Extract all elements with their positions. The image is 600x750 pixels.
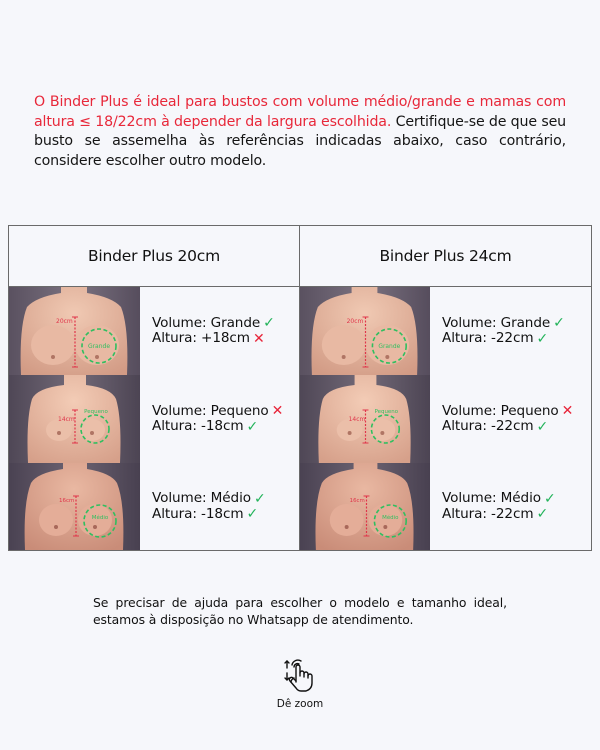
svg-text:16cm: 16cm	[59, 498, 75, 504]
intro-body: Certifique-se de que seu busto se assemelha às referências indicadas abaixo, caso contrário, considere escolher outro modelo.	[34, 113, 566, 169]
bust-image	[9, 375, 140, 463]
zoom-hint-label: Dê zoom	[276, 698, 324, 710]
height-line	[442, 507, 591, 523]
volume-line	[152, 491, 299, 507]
svg-text:Pequeno: Pequeno	[84, 409, 108, 415]
check-icon: ✓	[246, 506, 259, 523]
bust-criteria	[140, 375, 299, 463]
volume-label: Volume: Pequeno	[152, 402, 269, 419]
bust-image	[9, 287, 140, 375]
svg-text:20cm: 20cm	[56, 318, 73, 325]
bust-criteria	[430, 375, 591, 463]
bust-image	[300, 463, 430, 550]
column-header: Binder Plus 24cm	[300, 226, 591, 287]
bust-image	[300, 287, 430, 375]
svg-text:Grande: Grande	[87, 343, 111, 350]
check-icon: ✓	[536, 418, 549, 435]
table-row	[300, 375, 591, 463]
column-header: Binder Plus 20cm	[9, 226, 299, 287]
height-label: Altura: -22cm	[442, 330, 534, 346]
cross-icon: ✕	[561, 403, 574, 420]
height-line	[442, 331, 591, 347]
bust-photo-large	[300, 287, 430, 375]
height-line	[442, 419, 591, 435]
bust-photo-small	[300, 375, 430, 463]
volume-line	[442, 316, 591, 332]
svg-text:Grande: Grande	[378, 342, 401, 351]
bust-photo-medium	[9, 463, 140, 550]
bust-photo-large	[9, 287, 140, 375]
svg-text:14cm: 14cm	[348, 415, 366, 424]
volume-label: Volume: Médio	[152, 490, 251, 506]
bust-image	[300, 375, 430, 463]
cross-icon: ✕	[271, 403, 284, 420]
volume-line	[442, 404, 591, 420]
height-line	[152, 331, 299, 347]
volume-label: Volume: Médio	[442, 490, 541, 506]
column-binder-plus-20cm	[9, 226, 300, 550]
bust-photo-medium	[300, 463, 430, 550]
volume-line	[152, 404, 299, 420]
column-binder-plus-24cm	[300, 226, 591, 550]
pinch-zoom-hand-icon	[282, 658, 318, 692]
help-text: Se precisar de ajuda para escolher o modelo e tamanho ideal, estamos à disposição no Whatsapp de atendimento.	[93, 595, 507, 627]
height-line	[152, 507, 299, 523]
height-label: Altura: -18cm	[152, 505, 244, 522]
check-icon: ✓	[553, 315, 565, 332]
bust-criteria	[430, 287, 591, 375]
height-label: Altura: -18cm	[152, 418, 244, 434]
table-row	[300, 287, 591, 375]
intro-highlight: O Binder Plus é ideal para bustos com volume médio/grande e mamas com altura ≤ 18/22cm à depender da largura escolhida.	[34, 94, 566, 130]
height-line	[152, 419, 299, 435]
volume-label: Volume: Grande	[152, 314, 261, 331]
check-icon: ✓	[543, 490, 556, 507]
table-row	[9, 287, 299, 375]
check-icon: ✓	[536, 330, 549, 347]
check-icon: ✓	[536, 506, 549, 523]
svg-text:Médio: Médio	[382, 514, 399, 522]
table-row	[9, 463, 299, 550]
comparison-table	[8, 225, 592, 551]
check-icon: ✓	[246, 418, 259, 435]
bust-criteria	[140, 463, 299, 550]
height-label: Altura: -22cm	[442, 505, 534, 522]
svg-text:Pequeno: Pequeno	[374, 408, 399, 416]
bust-criteria	[140, 287, 299, 375]
intro-text	[34, 93, 566, 171]
table-row	[9, 375, 299, 463]
bust-photo-small	[9, 375, 140, 463]
bust-image	[9, 463, 140, 550]
volume-line	[442, 491, 591, 507]
zoom-hint	[270, 658, 330, 710]
check-icon: ✓	[263, 315, 275, 332]
table-row	[300, 463, 591, 550]
volume-label: Volume: Grande	[442, 314, 551, 331]
cross-icon: ✕	[252, 330, 265, 347]
svg-text:14cm: 14cm	[58, 416, 75, 423]
check-icon: ✓	[253, 490, 266, 507]
height-label: Altura: -22cm	[442, 418, 534, 434]
svg-text:20cm: 20cm	[346, 317, 364, 326]
volume-line	[152, 316, 299, 332]
svg-text:Médio: Médio	[91, 515, 109, 521]
svg-text:16cm: 16cm	[349, 497, 365, 505]
bust-criteria	[430, 463, 591, 550]
volume-label: Volume: Pequeno	[442, 402, 559, 419]
height-label: Altura: +18cm	[152, 330, 250, 346]
